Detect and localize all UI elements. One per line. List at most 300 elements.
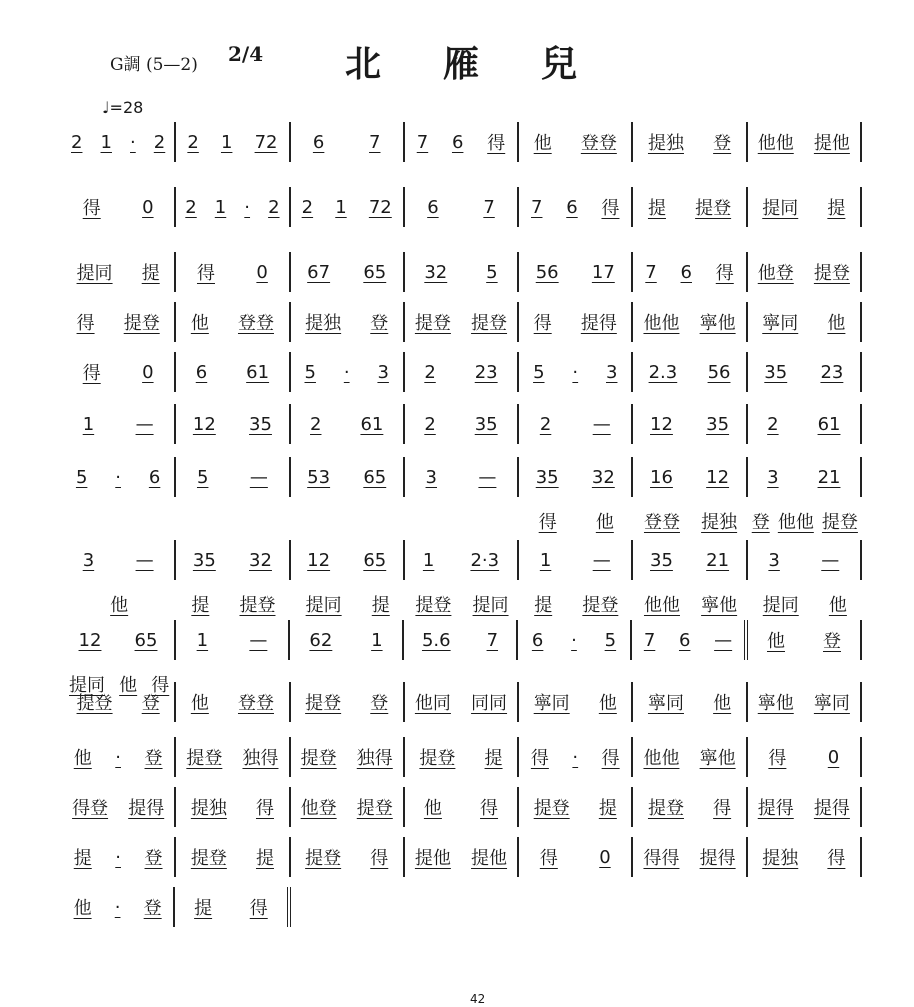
note-group: 得 — [196, 263, 215, 284]
percussion-syllable: 他 — [110, 595, 129, 616]
measure — [291, 302, 405, 342]
note-group: 他 — [767, 631, 785, 652]
measure — [62, 252, 176, 292]
measure — [633, 252, 747, 292]
note-group: 7 — [531, 196, 543, 218]
note-group: 提登 — [647, 798, 684, 819]
note-group: 寧同 — [762, 313, 799, 334]
note-group: 61 — [246, 361, 270, 383]
note-group: — — [592, 549, 611, 571]
note-group: 0 — [142, 196, 154, 218]
note-group: 7 — [416, 131, 429, 153]
note-group: 3 — [768, 549, 780, 571]
notation-row — [62, 745, 862, 769]
measure — [748, 252, 862, 292]
note-group: 12 — [192, 413, 216, 435]
note-group: 他 — [827, 313, 846, 334]
note-group: 得 — [249, 898, 268, 919]
note-group: 2 — [71, 131, 83, 153]
score-line — [62, 548, 862, 616]
note-group: 提登 — [419, 748, 456, 769]
note-group: 0 — [827, 746, 840, 768]
note-group: 寧他 — [757, 693, 794, 714]
measure — [176, 457, 290, 497]
note-group: 登登 — [237, 313, 274, 334]
percussion-measure — [405, 584, 519, 624]
measure — [176, 302, 290, 342]
measure — [62, 737, 176, 777]
measure — [176, 352, 290, 392]
page-number: 42 — [470, 992, 486, 1006]
note-group: 5 — [75, 466, 88, 488]
note-group: 5 — [604, 629, 617, 651]
note-group: 67 — [307, 261, 331, 283]
measure — [62, 352, 176, 392]
percussion-syllable: 得 — [538, 512, 557, 533]
measure — [176, 837, 290, 877]
measure — [405, 302, 519, 342]
note-group: 21 — [817, 466, 841, 488]
note-group: 提得 — [813, 798, 850, 819]
note-group: 2.3 — [648, 361, 678, 383]
note-group: · — [115, 846, 121, 868]
note-group: 提同 — [76, 263, 113, 284]
notation-row — [62, 412, 862, 436]
percussion-measure — [633, 584, 747, 624]
note-group: 他 — [533, 133, 552, 154]
note-group: 35 — [474, 413, 498, 435]
note-group: 提登 — [76, 693, 113, 714]
note-group: 登 — [713, 133, 732, 154]
note-group: 得 — [530, 748, 549, 769]
note-group: 1 — [371, 629, 383, 651]
note-group: 6 — [195, 361, 208, 383]
note-group: 23 — [820, 361, 844, 383]
measure — [176, 252, 290, 292]
note-group: 他同 — [414, 693, 451, 714]
percussion-syllable: 他他 — [777, 512, 814, 533]
note-group: 3 — [767, 466, 779, 488]
note-group: 7 — [486, 629, 499, 651]
measure — [290, 620, 404, 660]
percussion-measure — [519, 584, 633, 624]
percussion-syllable: 提登 — [821, 512, 858, 533]
note-group: · — [343, 361, 350, 383]
note-group: 寧他 — [699, 313, 736, 334]
measure — [291, 682, 405, 722]
note-group: 得 — [487, 133, 506, 154]
percussion-measure — [405, 501, 519, 541]
percussion-syllable: 提同 — [69, 675, 106, 696]
note-group: 32 — [249, 549, 272, 571]
note-group: 2 — [185, 196, 197, 218]
percussion-measure — [176, 584, 290, 624]
note-group: 提 — [255, 848, 274, 869]
measure — [519, 787, 633, 827]
percussion-syllable: 提登 — [239, 595, 276, 616]
note-group: 寧同 — [813, 693, 850, 714]
notation-row — [62, 795, 862, 819]
percussion-measure — [633, 501, 747, 541]
measure — [633, 837, 747, 877]
measure — [291, 540, 405, 580]
measure — [405, 457, 519, 497]
measure — [404, 620, 518, 660]
measure — [519, 404, 633, 444]
note-group: 61 — [817, 413, 841, 435]
measure — [748, 122, 862, 162]
measure — [519, 737, 633, 777]
measure — [176, 540, 290, 580]
measure — [62, 787, 176, 827]
measure — [291, 457, 405, 497]
note-group: 提登 — [813, 263, 850, 284]
note-group: 登 — [144, 848, 163, 869]
note-group: 提 — [647, 198, 666, 219]
note-group: 1 — [82, 413, 95, 435]
note-group: 3 — [82, 549, 95, 571]
note-group: 得 — [480, 798, 499, 819]
note-group: 56 — [707, 361, 731, 383]
percussion-measure — [748, 501, 862, 541]
measure — [633, 122, 747, 162]
note-group: 35 — [764, 361, 788, 383]
measure — [748, 787, 862, 827]
note-group: 得 — [370, 848, 389, 869]
note-group: 32 — [591, 466, 615, 488]
note-group: 提登 — [305, 693, 342, 714]
percussion-row — [62, 592, 862, 616]
score-line — [62, 628, 862, 696]
note-group: 53 — [307, 466, 331, 488]
note-group: 提独 — [190, 798, 227, 819]
note-group: 12 — [307, 549, 331, 571]
note-group: 6 — [451, 131, 464, 153]
note-group: 提他 — [471, 848, 508, 869]
measure — [176, 187, 290, 227]
note-group: 7 — [643, 629, 656, 651]
note-group: 1 — [422, 549, 435, 571]
note-group: 2 — [301, 196, 314, 218]
measure — [748, 404, 862, 444]
note-group: 6 — [531, 629, 544, 651]
note-group: · — [571, 629, 577, 651]
measure — [176, 737, 290, 777]
score-line — [62, 690, 862, 730]
measure — [748, 620, 862, 660]
note-group: 提登 — [695, 198, 732, 219]
tempo-marking: ♩=28 — [102, 98, 144, 117]
percussion-syllable: 提登 — [582, 595, 619, 616]
note-group: 2 — [539, 413, 552, 435]
note-group: 2 — [153, 131, 166, 153]
note-group: 提得 — [757, 798, 794, 819]
percussion-syllable: 提 — [534, 595, 553, 616]
note-group: 16 — [650, 466, 673, 488]
note-group: 得 — [82, 198, 101, 219]
note-group: 62 — [309, 629, 333, 651]
note-group: 12 — [78, 629, 102, 651]
note-group: 1 — [196, 629, 209, 651]
measure — [62, 682, 176, 722]
note-group: 72 — [368, 196, 392, 218]
note-group: 他 — [190, 693, 209, 714]
measure — [291, 404, 405, 444]
score-line — [62, 260, 862, 300]
note-group: 登 — [144, 748, 163, 769]
measure — [291, 737, 405, 777]
note-group: 提得 — [699, 848, 736, 869]
score-line — [62, 360, 862, 400]
measure — [519, 540, 633, 580]
measure — [291, 252, 405, 292]
note-group: 6 — [680, 261, 692, 283]
note-group: 寧同 — [533, 693, 570, 714]
measure — [632, 620, 748, 660]
percussion-syllable: 他 — [119, 675, 138, 696]
measure — [176, 404, 290, 444]
measure — [748, 540, 862, 580]
note-group: 提独 — [647, 133, 684, 154]
note-group: — — [249, 466, 268, 488]
measure — [62, 404, 176, 444]
note-group: 1 — [214, 196, 227, 218]
measure — [748, 457, 862, 497]
note-group: 6 — [148, 466, 161, 488]
note-group: 2 — [268, 196, 280, 218]
note-group: 61 — [360, 413, 384, 435]
measure — [405, 837, 519, 877]
note-group: 登 — [370, 693, 389, 714]
note-group: 7 — [369, 131, 381, 153]
note-group: 6 — [678, 629, 691, 651]
measure — [62, 837, 176, 877]
note-group: 提得 — [580, 313, 617, 334]
note-group: 得 — [255, 798, 274, 819]
percussion-measure — [291, 584, 405, 624]
measure — [633, 404, 747, 444]
key-signature: G調 (5—2) — [110, 55, 198, 75]
percussion-measure — [519, 501, 633, 541]
note-group: 2 — [310, 413, 322, 435]
note-group: 2 — [424, 361, 436, 383]
measure — [62, 122, 176, 162]
note-group: 提 — [73, 848, 92, 869]
measure — [519, 457, 633, 497]
percussion-syllable: 提 — [191, 595, 210, 616]
notation-row — [62, 360, 862, 384]
note-group: 得 — [768, 748, 787, 769]
measure — [519, 682, 633, 722]
percussion-measure — [291, 501, 405, 541]
note-group: 0 — [599, 846, 611, 868]
note-group: · — [115, 746, 121, 768]
measure — [519, 302, 633, 342]
percussion-syllable: 他 — [828, 595, 847, 616]
measure — [748, 837, 862, 877]
measure — [405, 737, 519, 777]
note-group: 提独 — [762, 848, 799, 869]
measure — [519, 837, 633, 877]
score-line — [62, 745, 862, 785]
page-title: 北雁兒 — [345, 43, 640, 85]
measure — [291, 122, 405, 162]
note-group: 寧同 — [647, 693, 684, 714]
score-line — [62, 895, 862, 935]
measure — [405, 252, 519, 292]
note-group: 提登 — [414, 313, 451, 334]
note-group: 35 — [535, 466, 559, 488]
note-group: 他 — [598, 693, 617, 714]
measure — [176, 787, 290, 827]
measure — [405, 787, 519, 827]
measure — [62, 887, 175, 927]
note-group: · — [572, 746, 579, 768]
measure — [62, 457, 176, 497]
note-group: — — [478, 466, 497, 488]
note-group: 56 — [535, 261, 559, 283]
score-line — [62, 845, 862, 885]
measure — [62, 540, 176, 580]
note-group: 得 — [715, 263, 734, 284]
percussion-syllable: 得 — [151, 675, 170, 696]
note-group: 5 — [486, 261, 498, 283]
note-group: · — [572, 361, 579, 383]
percussion-syllable: 寧他 — [701, 595, 738, 616]
note-group: 2·3 — [470, 549, 500, 571]
note-group: 他 — [423, 798, 442, 819]
note-group: 5.6 — [421, 629, 451, 651]
score-line — [62, 795, 862, 835]
note-group: 提登 — [190, 848, 227, 869]
notation-row — [62, 548, 862, 572]
note-group: 0 — [256, 261, 268, 283]
note-group: 登 — [370, 313, 389, 334]
notation-row — [62, 628, 862, 652]
score-line — [62, 310, 862, 350]
score-line — [62, 195, 862, 235]
note-group: 72 — [254, 131, 278, 153]
notation-row — [62, 895, 291, 919]
note-group: 提 — [827, 198, 846, 219]
score-line — [62, 465, 862, 533]
note-group: 登 — [141, 693, 160, 714]
note-group: 5 — [304, 361, 316, 383]
percussion-syllable: 提同 — [762, 595, 799, 616]
note-group: 登登 — [580, 133, 617, 154]
note-group: 23 — [474, 361, 498, 383]
measure — [405, 187, 519, 227]
note-group: 7 — [483, 196, 495, 218]
note-group: 6 — [427, 196, 439, 218]
note-group: 65 — [363, 549, 387, 571]
note-group: 他 — [190, 313, 209, 334]
note-group: 同同 — [471, 693, 508, 714]
measure — [519, 352, 633, 392]
measure — [748, 737, 862, 777]
note-group: — — [135, 413, 154, 435]
time-signature: 2/4 — [228, 42, 264, 66]
note-group: 提同 — [762, 198, 799, 219]
note-group: 提 — [598, 798, 617, 819]
measure — [62, 620, 176, 660]
score-line — [62, 412, 862, 452]
measure — [62, 187, 176, 227]
note-group: 3 — [377, 361, 389, 383]
note-group: 提他 — [414, 848, 451, 869]
note-group: 提登 — [533, 798, 570, 819]
notation-row — [62, 260, 862, 284]
percussion-syllable: 提独 — [701, 512, 738, 533]
measure — [518, 620, 632, 660]
note-group: 得 — [601, 748, 620, 769]
percussion-measure — [748, 584, 862, 624]
note-group: 他登 — [300, 798, 337, 819]
notation-row — [62, 310, 862, 334]
measure — [748, 187, 862, 227]
notation-row — [62, 845, 862, 869]
percussion-row — [62, 509, 862, 533]
note-group: 12 — [650, 413, 673, 435]
percussion-measure — [62, 584, 176, 624]
note-group: 得登 — [72, 798, 109, 819]
note-group: 独得 — [242, 748, 279, 769]
note-group: 得得 — [643, 848, 680, 869]
note-group: 5 — [196, 466, 209, 488]
note-group: 他 — [713, 693, 732, 714]
measure — [62, 302, 176, 342]
note-group: 3 — [425, 466, 437, 488]
note-group: — — [249, 629, 268, 651]
note-group: 35 — [192, 549, 216, 571]
note-group: · — [115, 466, 121, 488]
percussion-syllable: 提 — [371, 595, 390, 616]
note-group: 提登 — [305, 848, 342, 869]
measure — [633, 187, 747, 227]
note-group: · — [244, 196, 251, 218]
note-group: 得 — [82, 363, 101, 384]
note-group: · — [130, 131, 136, 153]
note-group: 他登 — [757, 263, 794, 284]
measure — [633, 302, 747, 342]
percussion-measure — [176, 501, 290, 541]
note-group: 登 — [823, 631, 841, 652]
notation-row — [62, 465, 862, 489]
percussion-syllable: 提同 — [305, 595, 342, 616]
note-group: 登 — [143, 898, 162, 919]
note-group: 得 — [533, 313, 552, 334]
note-group: 35 — [650, 549, 673, 571]
note-group: 1 — [220, 131, 233, 153]
percussion-syllable: 他 — [595, 512, 614, 533]
notation-row — [62, 690, 862, 714]
note-group: 提 — [484, 748, 503, 769]
percussion-syllable: 登登 — [643, 512, 680, 533]
note-group: 35 — [706, 413, 730, 435]
note-group: 提登 — [186, 748, 223, 769]
note-group: 得 — [539, 848, 558, 869]
note-group: 6 — [566, 196, 578, 218]
note-group: 得 — [713, 798, 732, 819]
measure — [291, 787, 405, 827]
percussion-syllable: 他他 — [643, 595, 680, 616]
note-group: 35 — [249, 413, 272, 435]
measure — [405, 682, 519, 722]
note-group: 32 — [424, 261, 448, 283]
measure — [405, 540, 519, 580]
note-group: 他 — [73, 898, 92, 919]
note-group: 2 — [424, 413, 436, 435]
